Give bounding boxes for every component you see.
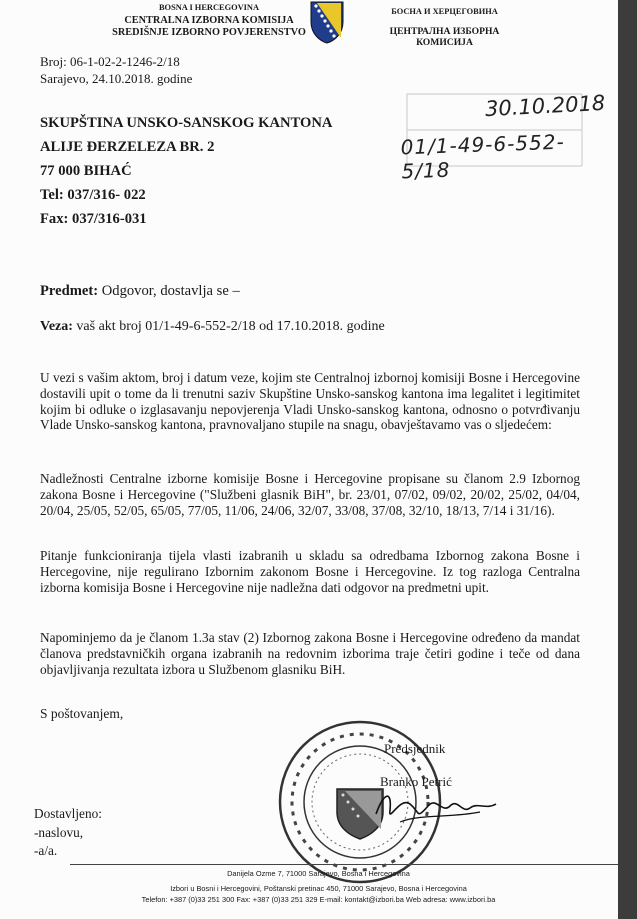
footer-line-1: Danijela Ozme 7, 71000 Sarajevo, Bosna i Hercegovina	[227, 869, 410, 878]
delivery-label: Dostavljeno:	[34, 806, 102, 821]
paragraph-4: Napominjemo da je članom 1.3a stav (2) Izbornog zakona Bosne i Hercegovine određeno da mandat članova predstavničkih organa izabranih na redovnim izborima traje četiri godine i teče od dana objavljivanja rezultata izbora u Službenom glasniku BiH.	[40, 630, 580, 677]
scan-edge	[618, 0, 637, 919]
subject-label: Predmet:	[40, 283, 99, 299]
closing-greeting: S poštovanjem,	[40, 706, 124, 721]
header-cyrillic	[362, 6, 527, 48]
reference-label: Veza:	[40, 319, 73, 334]
handwritten-signature	[370, 784, 510, 829]
document-number: Broj: 06-1-02-2-1246-2/18	[40, 54, 180, 69]
footer-line-2: Izbori u Bosni i Hercegovini, Poštanski pretinac 450, 71000 Sarajevo, Bosna i Hercegovina	[170, 884, 467, 893]
delivery-item-1: -naslovu,	[34, 824, 84, 840]
reference-text: vaš akt broj 01/1-49-6-552-2/18 od 17.10.2018. godine	[76, 319, 385, 334]
header-latin-country: BOSNA I HERCEGOVINA	[158, 3, 260, 12]
header-latin-commission: CENTRALNA IZBORNA KOMISIJA	[124, 14, 294, 26]
addressee-city: 77 000 BIHAĆ	[40, 163, 132, 179]
delivery-list	[34, 805, 102, 861]
addressee-phone: Tel: 037/316- 022	[40, 187, 146, 203]
delivery-item-2: -a/a.	[34, 843, 58, 858]
document-date: Sarajevo, 24.10.2018. godine	[40, 71, 193, 86]
addressee-fax: Fax: 037/316-031	[40, 211, 147, 227]
coat-of-arms-icon	[308, 0, 346, 44]
footer-line-3: Telefon: +387 (0)33 251 300 Fax: +387 (0)33 251 329 E-mail: kontakt@izbori.ba Web adresa: www.izbori.ba	[141, 895, 496, 904]
signatory-title: Predsjednik	[384, 741, 446, 756]
received-stamp	[397, 90, 606, 184]
paragraph-2: Nadležnosti Centralne izborne komisije Bosne i Hercegovine propisane su članom 2.9 Izbornog zakona Bosne i Hercegovine ("Službeni glasnik BiH", br. 23/01, 07/02, 09/02, 20/02, 25/02, 04/04, 20/04, 25/05, 52/05, 65/05, 77/05, 11/06, 24/06, 32/07, 33/08, 37/08, 32/10, 18/13, 7/14 i 31/16).	[40, 471, 580, 518]
subject-line	[40, 283, 240, 300]
subject-text: Odgovor, dostavlja se –	[101, 283, 240, 299]
reference-line	[40, 319, 385, 335]
addressee-street: ALIJE ĐERZELEZA BR. 2	[40, 139, 215, 155]
addressee-block	[40, 115, 332, 235]
paragraph-3: Pitanje funkcioniranja tijela vlasti izabranih u skladu sa odredbama Izbornog zakona Bosne i Hercegovine, nije regulirano Izbornim zakonom Bosne i Hercegovine. Iz tog razloga Centralna izborna komisija Bosne i Hercegovine nije nadležna dati odgovor na predmetni upit.	[40, 548, 580, 595]
addressee-name: SKUPŠTINA UNSKO-SANSKOG KANTONA	[40, 115, 333, 131]
received-date-handwritten: 30.10.2018	[484, 90, 606, 122]
received-number-handwritten: 01/1-49-6-552-5/18	[400, 129, 566, 184]
paragraph-1: U vezi s vašim aktom, broj i datum veze, kojim ste Centralnoj izbornoj komisiji Bosne i Hercegovine dostavili upit o tome da li trenutni saziv Skupštine Unsko-sanskog kantona ima legalitet i legitimitet kojim bi odluke o izglasavanju nepovjerenja Vladi Unsko-sanskog kantona, odnosno o potvrđivanju Vlade Unsko-sanskog kantona, pravnovaljano stupile na snagu, obavještavamo vas o sljedećem:	[40, 370, 580, 433]
header-latin	[104, 2, 314, 40]
footer-divider	[70, 864, 618, 865]
header-cyrillic-commission: ЦЕНТРАЛНА ИЗБОРНА КОМИСИЈА	[389, 26, 500, 48]
header-latin-office: SREDIŠNJE IZBORNO POVJERENSTVO	[112, 27, 306, 38]
header-cyrillic-country: БОСНА И ХЕРЦЕГОВИНА	[391, 7, 498, 16]
signatory-name: Branko Petrić	[380, 774, 452, 789]
